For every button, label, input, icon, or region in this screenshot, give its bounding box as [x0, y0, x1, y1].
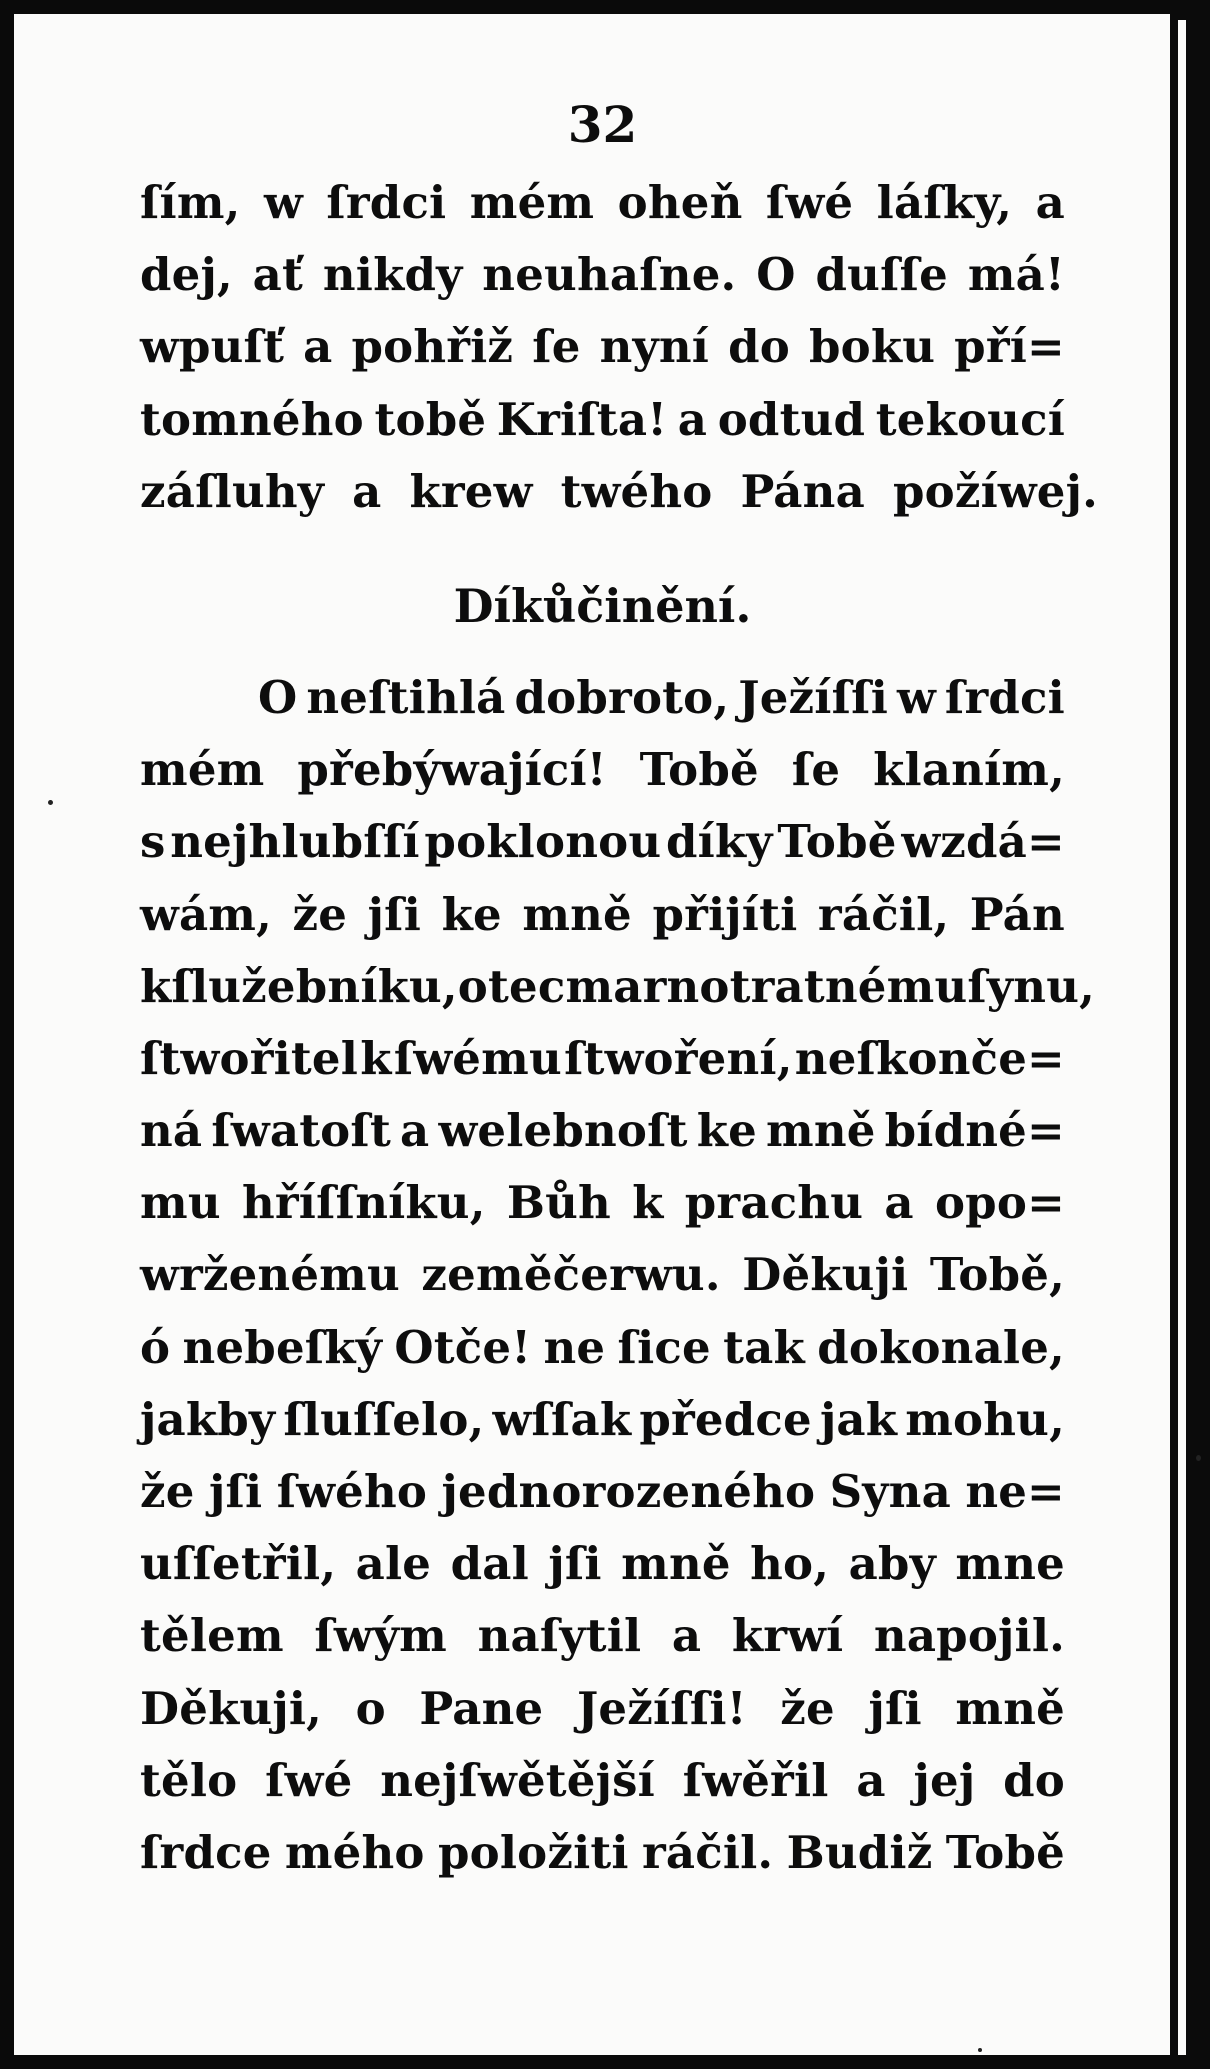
word: naſytil	[477, 1609, 642, 1663]
word: ſe	[791, 743, 841, 797]
word: ſtwořitel	[140, 1031, 359, 1085]
word: nejſwětější	[380, 1753, 655, 1807]
paragraph-prayer-end	[140, 167, 1098, 528]
word: do	[1003, 1753, 1065, 1807]
word: záſluhy	[140, 464, 325, 518]
word: ſwým	[314, 1609, 447, 1663]
word: jednorozeného	[441, 1465, 816, 1518]
word: twého	[560, 464, 713, 518]
word: mu	[140, 1176, 221, 1230]
word: že	[292, 887, 348, 941]
word: jakby	[140, 1392, 276, 1446]
word: ke	[441, 887, 502, 941]
word: jſi	[868, 1681, 922, 1735]
text-line	[140, 456, 1098, 528]
word: klaním,	[873, 743, 1065, 797]
word: ſlužebníku,	[171, 959, 458, 1013]
text-line	[140, 167, 1065, 239]
text-line	[140, 1745, 1065, 1817]
word: ſwatoſt	[211, 1104, 391, 1158]
word: ſice	[617, 1320, 711, 1374]
text-line	[140, 1312, 1065, 1384]
word: ſwěřil	[682, 1753, 829, 1807]
word: ráčil.	[641, 1825, 774, 1879]
word: ho,	[750, 1537, 830, 1591]
word: Syna	[829, 1465, 951, 1518]
word: ſrdci	[326, 176, 447, 229]
word: láſky,	[876, 176, 1013, 229]
word: ne	[543, 1320, 606, 1374]
word: k	[140, 959, 172, 1013]
page-edge-gap	[1178, 20, 1186, 2055]
word: aby	[848, 1537, 936, 1591]
word: opo=	[934, 1176, 1065, 1230]
word: Tobě	[945, 1825, 1065, 1879]
word: Otče!	[394, 1320, 532, 1374]
word: ſtwoření,	[564, 1031, 793, 1085]
word: a	[671, 1609, 702, 1663]
word: tělem	[140, 1609, 284, 1663]
word: Kriſta!	[496, 392, 668, 446]
word: marnotratnému	[565, 959, 968, 1013]
word: ráčil,	[817, 887, 950, 941]
paragraph-thanksgiving	[140, 662, 1095, 1889]
text-line	[140, 1384, 1065, 1456]
text-line	[140, 1673, 1065, 1745]
word: ke	[696, 1104, 757, 1158]
word: že	[140, 1465, 195, 1518]
text-line	[140, 311, 1065, 383]
word: dal	[450, 1537, 529, 1591]
word: neſkonče=	[794, 1031, 1065, 1085]
word: ſe	[532, 320, 581, 374]
text-line	[140, 1528, 1065, 1600]
word: tělo	[140, 1753, 238, 1807]
word: mého	[284, 1825, 425, 1879]
word: dej,	[140, 248, 233, 302]
word: pohřiž	[351, 320, 514, 374]
word: Ježíſſi!	[576, 1681, 747, 1735]
word: tomného	[140, 392, 364, 446]
word: a	[303, 320, 333, 374]
word: Bůh	[506, 1176, 611, 1230]
text-line	[140, 1023, 1065, 1095]
word: O	[258, 670, 298, 724]
word: Budiž	[786, 1825, 933, 1879]
word: ſwé	[765, 176, 854, 229]
word: a	[856, 1753, 886, 1807]
word: ſím,	[140, 176, 241, 229]
section-heading: Díkůčinění.	[453, 578, 752, 633]
word: ſwého	[276, 1465, 428, 1518]
text-line	[140, 879, 1065, 951]
word: a	[352, 464, 382, 518]
word: pří=	[954, 320, 1065, 374]
text-line	[140, 951, 1095, 1023]
word: oheň	[617, 176, 743, 229]
word: a	[400, 1104, 430, 1158]
word: a	[884, 1176, 914, 1230]
word: neuhaſne.	[482, 248, 737, 302]
word: a	[1035, 176, 1065, 229]
word: že	[780, 1681, 835, 1735]
word: duſſe	[815, 248, 949, 302]
word: ná	[140, 1104, 203, 1158]
word: wzdá=	[901, 815, 1065, 869]
word: dokonale,	[817, 1320, 1065, 1374]
word: ó	[140, 1320, 171, 1374]
word: dobroto,	[514, 670, 730, 724]
word: wpuſť	[140, 320, 285, 374]
word: jej	[913, 1753, 976, 1807]
word: O	[756, 248, 796, 302]
word: tak	[723, 1320, 805, 1374]
word: má!	[967, 248, 1065, 302]
page-content	[140, 95, 1098, 1889]
word: Tobě	[639, 743, 759, 797]
word: wſſak	[492, 1392, 632, 1446]
word: wrženému	[140, 1248, 400, 1302]
word: ſynu,	[967, 959, 1095, 1013]
word: předce	[639, 1392, 812, 1446]
word: ať	[252, 248, 304, 302]
word: hříſſníku,	[241, 1176, 486, 1230]
word: díky	[665, 815, 773, 869]
word: požíwej.	[892, 464, 1098, 518]
word: Tobě	[777, 815, 897, 869]
word: tekoucí	[875, 392, 1065, 446]
word: přebýwající!	[297, 743, 607, 797]
word: odtud	[717, 392, 866, 446]
word: wám,	[140, 887, 272, 941]
text-line	[140, 1817, 1065, 1889]
word: přijíti	[652, 887, 798, 941]
word: mohu,	[905, 1392, 1065, 1446]
word: k	[632, 1176, 664, 1230]
text-line	[140, 806, 1065, 878]
word: boku	[808, 320, 936, 374]
word: bídné=	[884, 1104, 1065, 1158]
word: nyní	[599, 320, 710, 374]
print-speck	[48, 800, 53, 805]
word: otec	[457, 959, 566, 1013]
word: w	[896, 670, 936, 724]
word: Ježíſſi	[738, 670, 889, 724]
word: mém	[140, 743, 265, 797]
word: neſtihlá	[306, 670, 506, 724]
word: mně	[955, 1681, 1065, 1735]
text-line	[140, 384, 1065, 456]
word: mém	[469, 176, 595, 229]
word: mně	[522, 887, 632, 941]
page-number: 32	[567, 95, 638, 154]
print-speck	[1196, 1455, 1201, 1461]
word: k	[360, 1031, 392, 1085]
word: mně	[621, 1537, 731, 1591]
word: Děkuji	[742, 1248, 909, 1302]
text-line	[140, 239, 1065, 311]
word: uſſetřil,	[140, 1537, 337, 1591]
word: nebeſký	[182, 1320, 383, 1374]
print-speck	[978, 2048, 982, 2052]
page-edge-shadow	[1170, 0, 1210, 2069]
word: prachu	[684, 1176, 864, 1230]
word: mne	[955, 1537, 1065, 1591]
word: Tobě,	[929, 1248, 1065, 1302]
text-line	[140, 1456, 1065, 1528]
text-line	[140, 734, 1065, 806]
word: poklonou	[424, 815, 662, 869]
word: nikdy	[322, 248, 463, 302]
word: welebnoſt	[438, 1104, 688, 1158]
word: krew	[409, 464, 533, 518]
text-line	[140, 662, 1065, 734]
word: ale	[355, 1537, 432, 1591]
word: krwí	[731, 1609, 844, 1663]
word: zeměčerwu.	[421, 1248, 721, 1302]
word: nejhlubſſí	[170, 815, 420, 869]
word: do	[728, 320, 790, 374]
word: ſrdci	[944, 670, 1065, 724]
word: ſrdce	[140, 1825, 272, 1879]
word: jſi	[208, 1465, 263, 1518]
text-line	[140, 1600, 1065, 1672]
word: Pán	[969, 887, 1065, 941]
word: jak	[819, 1392, 898, 1446]
word: o	[355, 1681, 386, 1735]
word: a	[677, 392, 708, 446]
word: jſi	[548, 1537, 602, 1591]
word: Pane	[419, 1681, 544, 1735]
word: ſluſſelo,	[283, 1392, 485, 1446]
word: jſi	[367, 887, 422, 941]
word: mně	[766, 1104, 876, 1158]
word: Pána	[740, 464, 865, 518]
word: ne=	[965, 1465, 1065, 1518]
word: w	[263, 176, 303, 229]
word: napojil.	[873, 1609, 1065, 1663]
word: Děkuji,	[140, 1681, 322, 1735]
word: ſwému	[393, 1031, 562, 1085]
text-line	[140, 1167, 1065, 1239]
word: položiti	[437, 1825, 629, 1879]
word: tobě	[374, 392, 487, 446]
word: ſwé	[265, 1753, 353, 1807]
text-line	[140, 1095, 1065, 1167]
word: s	[140, 815, 166, 869]
text-line	[140, 1239, 1065, 1311]
